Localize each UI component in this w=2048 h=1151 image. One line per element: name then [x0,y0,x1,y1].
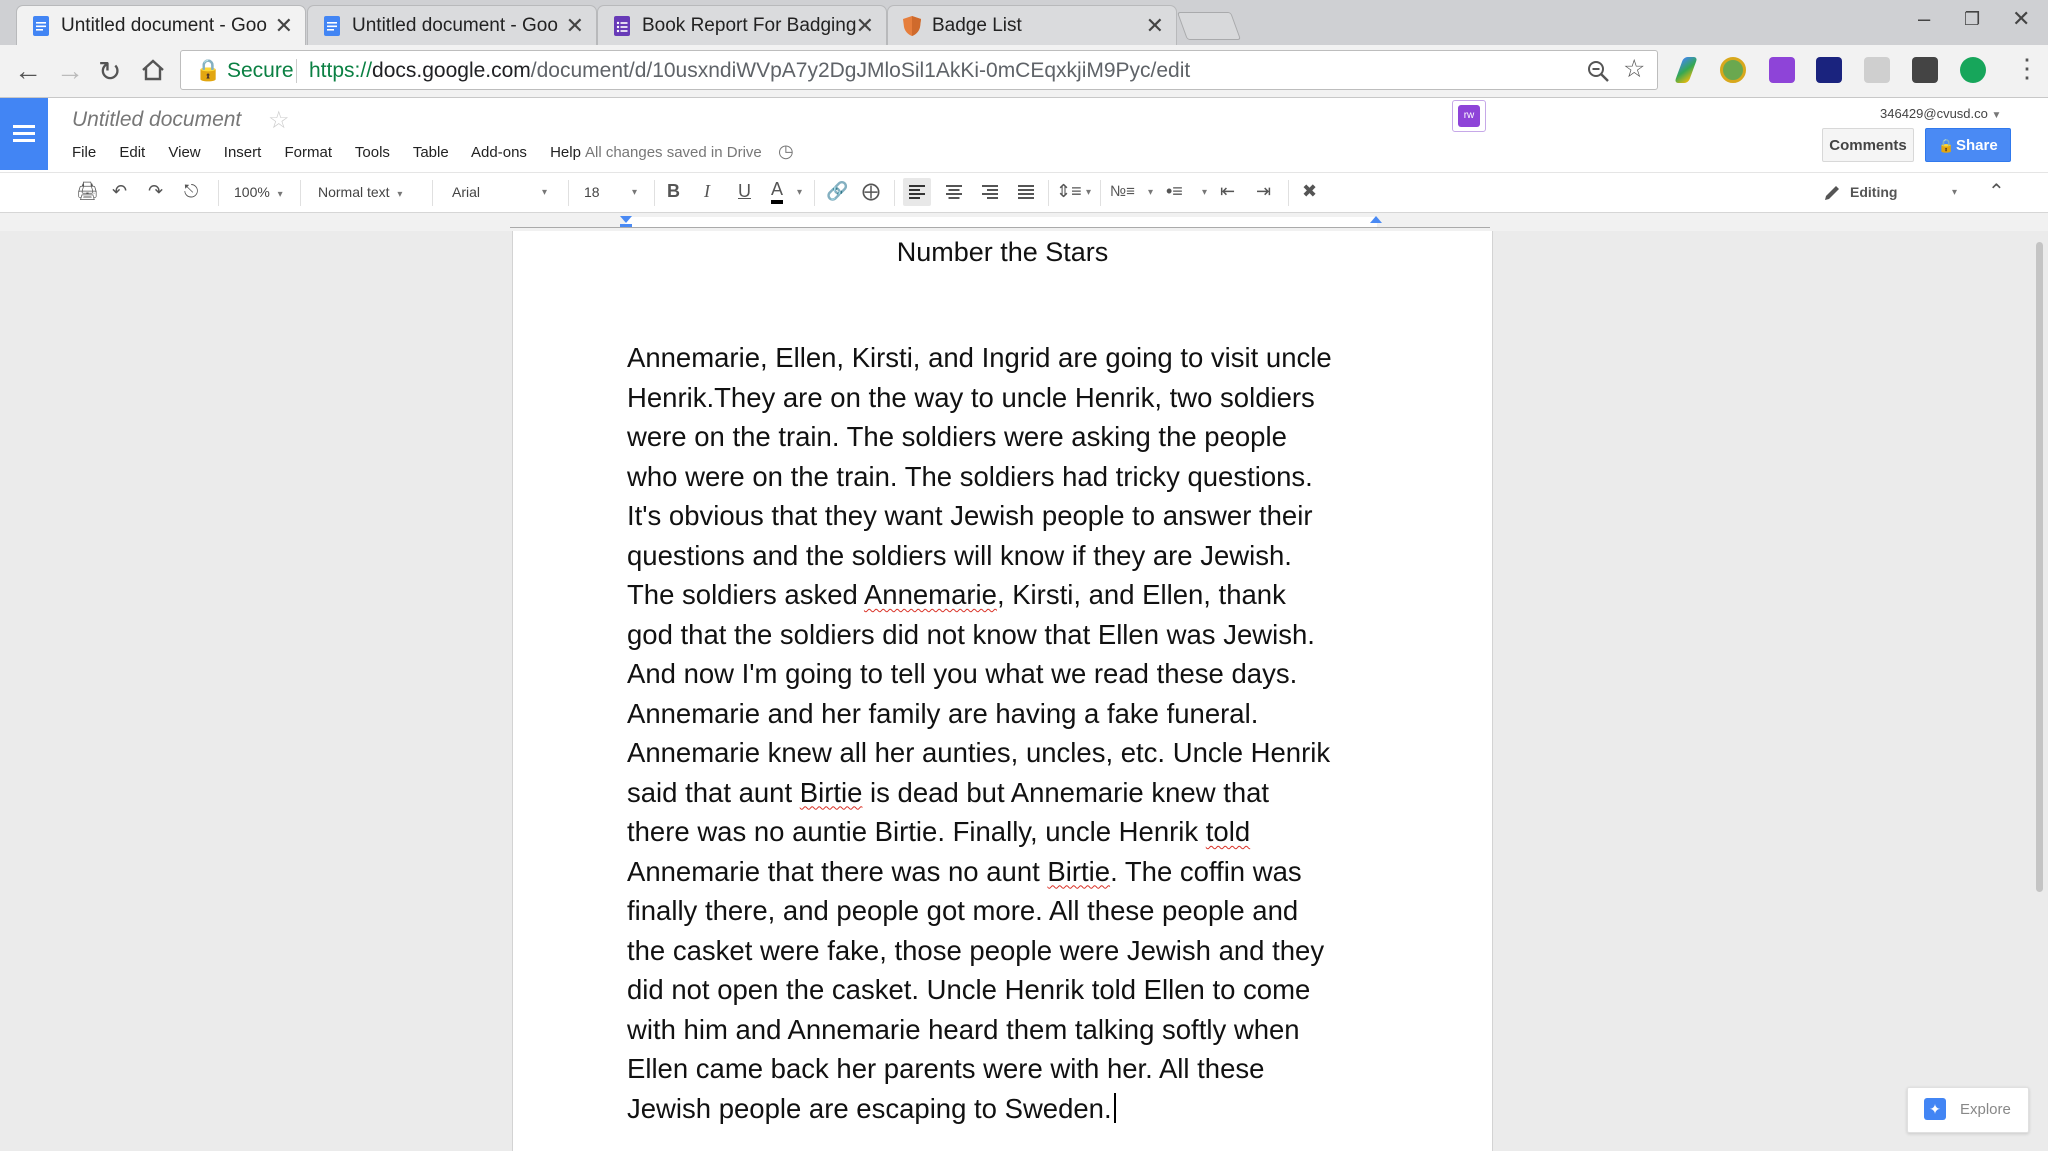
account-email-text: 346429@cvusd.co [1880,106,1988,121]
menu-file[interactable]: File [72,144,97,161]
chevron-down-icon[interactable]: ▾ [632,187,638,198]
misspelled-word: told [1205,816,1251,847]
explore-button[interactable] [1907,1087,2029,1133]
bold-button[interactable]: B [667,181,680,201]
browser-tab-4[interactable] [887,5,1177,45]
text-line[interactable] [627,1089,1387,1129]
ruler-text-area [625,217,1377,227]
text-run: said that aunt [627,776,800,808]
divider [894,180,895,206]
divider [568,180,569,206]
chevron-down-icon[interactable]: ▾ [1086,187,1092,198]
formatting-toolbar [0,172,2048,213]
underline-button[interactable]: U [738,181,751,201]
text-line[interactable]: questions and the soldiers will know if they are Jewish. [627,539,1292,571]
align-left-icon [903,178,931,206]
text-line[interactable]: Annemarie knew all her aunties, uncles, etc. Uncle Henrik [627,737,1331,768]
explore-label: Explore [1960,1101,2011,1118]
forms-icon [612,16,632,36]
url-path: /document/d/10usxndiWVpA7y2DgJMloSil1AkKi-0mCEqxkjiM9Pyc/edit [530,59,1191,82]
font-size-select[interactable] [584,184,600,200]
text-line[interactable]: who were on the train. The soldiers had tricky questions. [627,460,1313,492]
divider [300,180,301,206]
zoom-value: 100% [234,184,270,200]
rw-label: rw [1458,105,1480,127]
misspelled-word: Birtie [1047,855,1111,887]
account-email[interactable] [1880,106,2001,121]
back-icon[interactable]: ← [14,55,42,86]
extension-film-icon[interactable] [1912,57,1938,83]
ruler [0,213,2048,231]
zoom-icon[interactable] [1586,59,1610,83]
divider [432,180,433,206]
increase-indent-icon[interactable]: ⇥ [1256,181,1272,201]
home-icon[interactable] [140,57,166,83]
chevron-down-icon: ▼ [1991,110,2002,121]
lock-icon: 🔒 [1938,138,1955,153]
new-tab-button[interactable] [1177,12,1241,40]
left-indent-marker[interactable] [618,215,634,229]
paint-format-icon[interactable]: ⎋ [184,181,199,201]
print-icon[interactable]: 🖨 [76,181,99,201]
chevron-down-icon[interactable]: ▾ [542,187,548,198]
text-run: Annemarie that there was no aunt [627,855,1048,887]
zoom-select[interactable] [234,184,283,200]
divider [1048,180,1049,206]
read-write-extension-button[interactable] [1452,100,1486,132]
pencil-icon [1822,183,1842,203]
text-run: , Kirsti, and Ellen, thank [996,579,1286,610]
text-line[interactable] [627,773,1387,813]
menu-tools[interactable]: Tools [354,144,390,161]
docs-home-logo[interactable] [0,98,48,170]
explore-icon: ✦ [1924,1098,1946,1120]
text-run: . The coffin was [1110,855,1302,887]
bookmark-star-icon[interactable]: ☆ [1623,55,1646,83]
tab-close-icon[interactable]: ✕ [855,13,874,38]
add-comment-icon[interactable]: ⨁ [862,181,880,201]
menu-bar [72,144,600,161]
secure-indicator[interactable]: 🔒 Secure [195,59,294,82]
save-status[interactable]: All changes saved in Drive [585,144,762,161]
share-button[interactable] [1925,128,2011,162]
text-line[interactable]: the casket were fake, those people were Jewish and they [627,934,1325,966]
extension-puzzle-icon[interactable] [1769,57,1795,83]
url-domain: docs.google.com [372,59,531,82]
url-scheme: https:// [309,59,373,82]
menu-edit[interactable]: Edit [119,144,146,161]
menu-format[interactable]: Format [284,144,332,161]
extension-copy-icon[interactable] [1864,57,1890,83]
chevron-down-icon[interactable]: ▾ [797,187,803,198]
misspelled-word: Annemarie [863,579,997,610]
menu-insert[interactable]: Insert [223,144,262,161]
collapse-menu-icon[interactable]: ⌃ [1988,181,2005,203]
document-page[interactable] [512,231,1493,1151]
divider [654,180,655,206]
chevron-down-icon[interactable]: ▾ [1148,187,1154,198]
text-run: is dead but Annemarie knew that [862,776,1270,808]
editing-mode-select[interactable]: Editing [1850,184,1898,200]
tab-close-icon[interactable]: ✕ [1145,13,1164,38]
extension-grammarly-icon[interactable] [1960,57,1986,83]
menu-add-ons[interactable]: Add-ons [471,144,527,161]
document-heading[interactable]: Number the Stars [896,237,1109,267]
clear-formatting-icon[interactable]: ✖ [1302,181,1318,201]
url-text[interactable] [309,59,1190,83]
right-indent-marker[interactable] [1368,215,1384,229]
browser-tab-strip [0,0,2048,45]
divider [1100,180,1101,206]
forward-icon[interactable]: → [56,55,84,86]
text-line[interactable] [627,852,1387,892]
numbered-list-icon[interactable]: №≡ [1110,183,1135,200]
text-line[interactable]: did not open the casket. Uncle Henrik told Ellen to come [627,974,1311,1005]
line-spacing-icon[interactable]: ⇕≡ [1056,181,1082,201]
extension-pen-icon[interactable] [1674,57,1697,83]
docs-icon [31,16,51,36]
document-title[interactable]: Untitled document [72,108,242,131]
browser-tab-1[interactable] [16,5,306,46]
align-right-icon[interactable] [976,178,1004,206]
minimize-icon[interactable]: – [1918,6,1931,31]
chevron-down-icon: ▾ [397,189,403,200]
divider [1288,180,1289,206]
reload-icon[interactable]: ↻ [98,56,122,87]
size-value: 18 [584,184,600,200]
browser-toolbar [0,45,2048,98]
text-line[interactable]: And now I'm going to tell you what we read these days. [627,658,1298,689]
extension-image-icon[interactable] [1816,57,1842,83]
text-line[interactable]: finally there, and people got more. All these people and [627,895,1299,926]
divider [296,59,297,83]
address-bar[interactable] [180,50,1658,90]
text-line[interactable]: Ellen came back her parents were with her. All these [627,1053,1265,1084]
menu-view[interactable]: View [168,144,201,161]
redo-icon[interactable]: ↷ [148,181,164,201]
shield-icon [902,16,922,36]
docs-icon [322,16,342,36]
divider [814,180,815,206]
revision-history-icon[interactable]: ◷ [778,141,794,161]
chevron-down-icon[interactable]: ▾ [1952,187,1958,198]
text-line[interactable]: Henrik.They are on the way to uncle Henrik, two soldiers [627,381,1315,413]
divider [218,180,219,206]
text-line[interactable]: were on the train. The soldiers were asking the people [627,421,1287,452]
text-line[interactable]: Annemarie and her family are having a fake funeral. [627,697,1259,729]
italic-button[interactable]: I [704,181,710,201]
tab-title: Untitled document - Goo [61,15,267,36]
tab-title: Badge List [932,15,1022,36]
text-run: The soldiers asked [627,579,864,610]
text-line[interactable]: with him and Annemarie heard them talking softly when [627,1013,1300,1045]
close-window-icon[interactable]: ✕ [2012,6,2031,31]
style-value: Normal text [318,184,390,200]
extension-power-icon[interactable] [1720,57,1746,83]
misspelled-word: Birtie [799,776,863,808]
justify-icon[interactable] [1012,178,1040,206]
chevron-down-icon[interactable]: ▾ [1202,187,1208,198]
font-value: Arial [452,184,481,200]
align-center-icon[interactable] [940,178,968,206]
bulleted-list-icon[interactable]: •≡ [1166,181,1183,201]
link-icon[interactable]: 🔗 [826,181,849,201]
text-line[interactable]: god that the soldiers did not know that Ellen was Jewish. [627,618,1315,650]
text-line[interactable] [627,575,1387,615]
text-run: Jewish people are escaping to Sweden. [627,1092,1112,1124]
tab-title: Book Report For Badging [642,15,857,36]
comments-button[interactable]: Comments [1822,128,1914,162]
star-icon[interactable]: ☆ [268,107,290,134]
text-cursor [1114,1093,1116,1123]
scrollbar[interactable] [2036,242,2043,892]
chevron-down-icon: ▾ [277,189,283,200]
tab-close-icon[interactable]: ✕ [274,13,293,38]
restore-icon[interactable]: ❐ [1964,9,1981,29]
undo-icon[interactable]: ↶ [112,181,128,201]
decrease-indent-icon[interactable]: ⇤ [1220,181,1236,201]
text-color-button[interactable]: A [771,178,783,204]
text-run: there was no auntie Birtie. Finally, uncle Henrik [627,816,1206,847]
browser-tab-2[interactable] [307,5,597,45]
docs-header [0,98,2048,172]
chrome-menu-icon[interactable]: ⋮ [2014,53,2040,83]
text-line[interactable]: Annemarie, Ellen, Kirsti, and Ingrid are going to visit uncle [627,342,1332,373]
text-line[interactable] [627,812,1387,852]
menu-table[interactable]: Table [412,144,449,161]
document-body[interactable] [627,338,1387,1128]
font-select[interactable] [452,184,480,200]
text-line[interactable]: It's obvious that they want Jewish people to answer their [627,500,1313,531]
tab-title: Untitled document - Goo [352,15,558,36]
docs-logo-icon [13,125,35,146]
align-left-button[interactable] [903,178,931,206]
tab-close-icon[interactable]: ✕ [565,13,584,38]
paragraph-style-select[interactable] [318,184,402,200]
browser-tab-3[interactable] [597,5,887,45]
secure-label: Secure [226,59,294,82]
share-label: Share [1956,137,1998,154]
menu-help[interactable]: Help [550,144,581,161]
